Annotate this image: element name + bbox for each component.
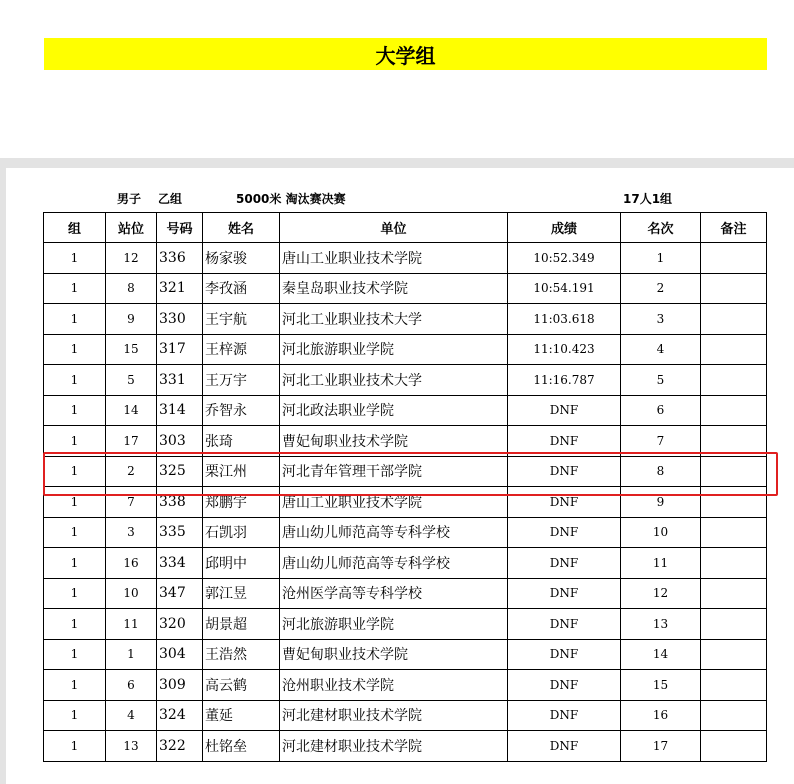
cell-bib: 331 [157, 365, 203, 396]
header-unit: 单位 [280, 213, 508, 243]
cell-lane: 9 [106, 304, 157, 335]
header-note: 备注 [701, 213, 767, 243]
cell-rank: 11 [621, 548, 701, 579]
cell-name: 郑鹏宇 [203, 487, 280, 518]
cell-rank: 4 [621, 334, 701, 365]
cell-unit: 河北工业职业技术大学 [280, 304, 508, 335]
table-row [44, 334, 767, 365]
cell-group: 1 [44, 273, 106, 304]
table-row [44, 517, 767, 548]
group-label: 乙组 [158, 192, 183, 206]
cell-rank: 16 [621, 700, 701, 731]
table-row [44, 548, 767, 579]
cell-name: 邱明中 [203, 548, 280, 579]
cell-result: DNF [508, 487, 621, 518]
cell-rank: 7 [621, 426, 701, 457]
cell-bib: 335 [157, 517, 203, 548]
cell-result: DNF [508, 670, 621, 701]
cell-result: DNF [508, 609, 621, 640]
cell-note [701, 273, 767, 304]
cell-group: 1 [44, 304, 106, 335]
cell-group: 1 [44, 670, 106, 701]
cell-name: 杨家骏 [203, 243, 280, 274]
cell-lane: 1 [106, 639, 157, 670]
cell-result: DNF [508, 395, 621, 426]
cell-name: 石凯羽 [203, 517, 280, 548]
cell-unit: 唐山工业职业技术学院 [280, 243, 508, 274]
cell-name: 董延 [203, 700, 280, 731]
cell-rank: 5 [621, 365, 701, 396]
cell-unit: 唐山幼儿师范高等专科学校 [280, 548, 508, 579]
header-bib: 号码 [157, 213, 203, 243]
cell-name: 王梓源 [203, 334, 280, 365]
cell-bib: 304 [157, 639, 203, 670]
cell-unit: 沧州医学高等专科学校 [280, 578, 508, 609]
cell-name: 王宇航 [203, 304, 280, 335]
cell-group: 1 [44, 243, 106, 274]
cell-bib: 347 [157, 578, 203, 609]
cell-unit: 河北建材职业技术学院 [280, 700, 508, 731]
cell-unit: 秦皇岛职业技术学院 [280, 273, 508, 304]
cell-unit: 河北建材职业技术学院 [280, 731, 508, 762]
cell-lane: 5 [106, 365, 157, 396]
table-row [44, 578, 767, 609]
cell-note [701, 731, 767, 762]
event-label: 5000米 淘汰赛决赛 [236, 192, 346, 206]
cell-name: 郭江昱 [203, 578, 280, 609]
table-row [44, 670, 767, 701]
table-row [44, 395, 767, 426]
cell-name: 王浩然 [203, 639, 280, 670]
cell-bib: 336 [157, 243, 203, 274]
cell-group: 1 [44, 578, 106, 609]
cell-lane: 2 [106, 456, 157, 487]
header-lane: 站位 [106, 213, 157, 243]
cell-group: 1 [44, 548, 106, 579]
cell-name: 乔智永 [203, 395, 280, 426]
cell-group: 1 [44, 487, 106, 518]
results-table [43, 212, 767, 762]
cell-result: 11:16.787 [508, 365, 621, 396]
cell-note [701, 487, 767, 518]
cell-rank: 8 [621, 456, 701, 487]
cell-group: 1 [44, 395, 106, 426]
cell-unit: 曹妃甸职业技术学院 [280, 639, 508, 670]
cell-bib: 324 [157, 700, 203, 731]
table-row [44, 273, 767, 304]
participant-count: 17人1组 [623, 192, 673, 206]
table-row [44, 609, 767, 640]
cell-result: DNF [508, 731, 621, 762]
cell-note [701, 334, 767, 365]
cell-unit: 河北旅游职业学院 [280, 334, 508, 365]
cell-lane: 4 [106, 700, 157, 731]
cell-note [701, 426, 767, 457]
cell-lane: 12 [106, 243, 157, 274]
header-result: 成绩 [508, 213, 621, 243]
cell-name: 张琦 [203, 426, 280, 457]
cell-name: 李孜涵 [203, 273, 280, 304]
cell-bib: 317 [157, 334, 203, 365]
cell-note [701, 548, 767, 579]
cell-rank: 17 [621, 731, 701, 762]
page-upper-section [0, 0, 794, 160]
cell-note [701, 517, 767, 548]
cell-note [701, 304, 767, 335]
cell-group: 1 [44, 609, 106, 640]
cell-result: DNF [508, 456, 621, 487]
table-header-row [44, 213, 767, 243]
cell-note [701, 578, 767, 609]
table-row [44, 243, 767, 274]
table-row [44, 487, 767, 518]
cell-bib: 314 [157, 395, 203, 426]
cell-unit: 河北工业职业技术大学 [280, 365, 508, 396]
table-row [44, 456, 767, 487]
cell-result: 10:52.349 [508, 243, 621, 274]
header-group: 组 [44, 213, 106, 243]
cell-bib: 309 [157, 670, 203, 701]
cell-result: 11:03.618 [508, 304, 621, 335]
table-row [44, 426, 767, 457]
cell-rank: 1 [621, 243, 701, 274]
cell-result: DNF [508, 700, 621, 731]
cell-rank: 9 [621, 487, 701, 518]
cell-rank: 13 [621, 609, 701, 640]
cell-result: DNF [508, 578, 621, 609]
section-title-banner [44, 38, 767, 70]
cell-unit: 唐山幼儿师范高等专科学校 [280, 517, 508, 548]
cell-result: DNF [508, 548, 621, 579]
cell-result: DNF [508, 426, 621, 457]
table-row [44, 304, 767, 335]
cell-name: 杜铭垒 [203, 731, 280, 762]
cell-lane: 10 [106, 578, 157, 609]
cell-note [701, 456, 767, 487]
cell-lane: 6 [106, 670, 157, 701]
cell-unit: 沧州职业技术学院 [280, 670, 508, 701]
table-row [44, 639, 767, 670]
cell-note [701, 670, 767, 701]
cell-group: 1 [44, 700, 106, 731]
cell-rank: 15 [621, 670, 701, 701]
cell-note [701, 365, 767, 396]
cell-group: 1 [44, 456, 106, 487]
cell-bib: 325 [157, 456, 203, 487]
cell-bib: 321 [157, 273, 203, 304]
cell-rank: 2 [621, 273, 701, 304]
cell-rank: 3 [621, 304, 701, 335]
cell-lane: 11 [106, 609, 157, 640]
cell-lane: 17 [106, 426, 157, 457]
cell-bib: 330 [157, 304, 203, 335]
cell-group: 1 [44, 517, 106, 548]
cell-name: 栗江州 [203, 456, 280, 487]
cell-lane: 14 [106, 395, 157, 426]
header-name: 姓名 [203, 213, 280, 243]
cell-unit: 曹妃甸职业技术学院 [280, 426, 508, 457]
cell-name: 胡景超 [203, 609, 280, 640]
cell-lane: 15 [106, 334, 157, 365]
cell-unit: 河北旅游职业学院 [280, 609, 508, 640]
cell-unit: 唐山工业职业技术学院 [280, 487, 508, 518]
cell-rank: 12 [621, 578, 701, 609]
cell-result: DNF [508, 639, 621, 670]
cell-unit: 河北青年管理干部学院 [280, 456, 508, 487]
cell-group: 1 [44, 639, 106, 670]
cell-note [701, 395, 767, 426]
section-title: 大学组 [375, 43, 436, 68]
page-divider [0, 158, 794, 168]
cell-bib: 320 [157, 609, 203, 640]
cell-group: 1 [44, 426, 106, 457]
cell-rank: 14 [621, 639, 701, 670]
cell-bib: 303 [157, 426, 203, 457]
cell-result: 10:54.191 [508, 273, 621, 304]
cell-note [701, 609, 767, 640]
cell-rank: 6 [621, 395, 701, 426]
table-row [44, 700, 767, 731]
table-row [44, 731, 767, 762]
cell-lane: 3 [106, 517, 157, 548]
cell-bib: 322 [157, 731, 203, 762]
cell-result: DNF [508, 517, 621, 548]
cell-group: 1 [44, 731, 106, 762]
cell-lane: 16 [106, 548, 157, 579]
cell-group: 1 [44, 365, 106, 396]
cell-bib: 334 [157, 548, 203, 579]
cell-note [701, 243, 767, 274]
header-rank: 名次 [621, 213, 701, 243]
cell-rank: 10 [621, 517, 701, 548]
cell-lane: 13 [106, 731, 157, 762]
cell-bib: 338 [157, 487, 203, 518]
cell-lane: 7 [106, 487, 157, 518]
gender-label: 男子 [117, 192, 142, 206]
cell-group: 1 [44, 334, 106, 365]
cell-name: 高云鹤 [203, 670, 280, 701]
cell-note [701, 639, 767, 670]
cell-note [701, 700, 767, 731]
cell-unit: 河北政法职业学院 [280, 395, 508, 426]
cell-lane: 8 [106, 273, 157, 304]
table-row [44, 365, 767, 396]
cell-result: 11:10.423 [508, 334, 621, 365]
cell-name: 王万宇 [203, 365, 280, 396]
